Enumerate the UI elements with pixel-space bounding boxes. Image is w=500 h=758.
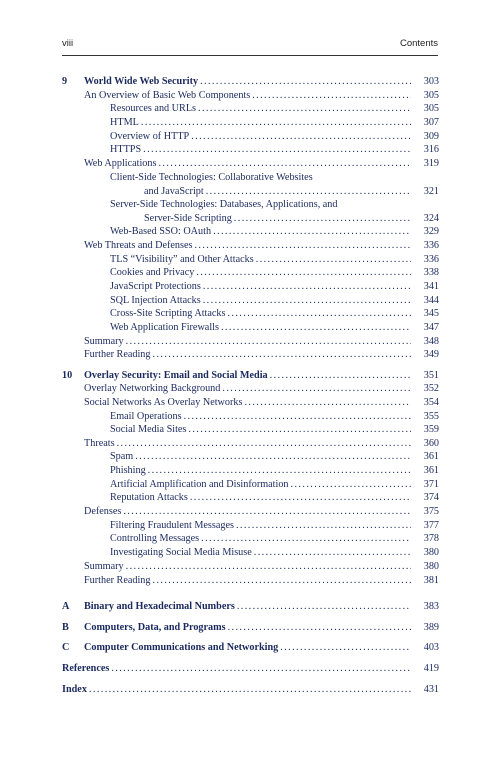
page-number: 360 [423, 438, 439, 449]
page-number: 431 [423, 684, 439, 695]
chapter-number: 10 [62, 370, 73, 381]
toc-section-entry[interactable] [62, 185, 439, 198]
toc-section-entry[interactable] [62, 410, 439, 423]
page-number: 338 [423, 267, 439, 278]
toc-chapter-entry[interactable] [62, 641, 439, 654]
toc-entry-title: Resources and URLs [110, 103, 197, 114]
dot-leader [191, 130, 411, 143]
dot-leader [184, 410, 411, 423]
dot-leader [203, 280, 411, 293]
toc-section-entry[interactable] [62, 505, 439, 518]
toc-entry-title: Summary [84, 336, 124, 347]
toc-entry-title: HTML [110, 117, 139, 128]
toc-section-entry[interactable] [62, 348, 439, 361]
dot-leader [111, 662, 411, 675]
chapter-number: C [62, 642, 70, 653]
toc-section-entry[interactable] [62, 212, 439, 225]
dot-leader [194, 239, 411, 252]
dot-leader [203, 294, 411, 307]
page-number: 374 [423, 492, 439, 503]
dot-leader [244, 396, 411, 409]
page-number: 381 [423, 575, 439, 586]
toc-entry-title: Social Networks As Overlay Networks [84, 397, 243, 408]
toc-section-entry[interactable] [62, 382, 439, 395]
toc-entry-title: Email Operations [110, 411, 182, 422]
toc-section-entry[interactable] [62, 450, 439, 463]
toc-entry-title: Overlay Networking Background [84, 383, 221, 394]
chapter-number: B [62, 622, 69, 633]
toc-section-entry[interactable] [62, 89, 439, 102]
toc-entry-title: Summary [84, 561, 124, 572]
toc-entry-title: Overview of HTTP [110, 131, 190, 142]
dot-leader [234, 212, 411, 225]
dot-leader [252, 89, 411, 102]
toc-section-entry[interactable] [62, 239, 439, 252]
toc-entry-title: Web Applications [84, 158, 157, 169]
page-number: 371 [423, 479, 439, 490]
toc-entry-title: Investigating Social Media Misuse [110, 547, 252, 558]
toc-section-entry[interactable] [62, 307, 439, 320]
page-number: 344 [423, 295, 439, 306]
toc-entry-title: Overlay Security: Email and Social Media [84, 370, 268, 381]
page-number: 336 [423, 240, 439, 251]
page-number: 377 [423, 520, 439, 531]
page-number: 352 [423, 383, 439, 394]
page-number: 305 [423, 103, 439, 114]
dot-leader [200, 75, 411, 88]
dot-leader [153, 574, 412, 587]
toc-entry-title: Filtering Fraudulent Messages [110, 520, 234, 531]
dot-leader [256, 253, 411, 266]
page-number: 389 [423, 622, 439, 633]
toc-entry-title: Binary and Hexadecimal Numbers [84, 601, 235, 612]
page-number: 321 [423, 186, 439, 197]
dot-leader [291, 478, 411, 491]
toc-entry-title: An Overview of Basic Web Components [84, 90, 251, 101]
dot-leader [148, 464, 411, 477]
page-number: 361 [423, 465, 439, 476]
page-number: 380 [423, 561, 439, 572]
toc-entry-title: Cross-Site Scripting Attacks [110, 308, 226, 319]
dot-leader [123, 505, 411, 518]
page-number: 419 [423, 663, 439, 674]
toc-entry-title: Threats [84, 438, 115, 449]
page-number: 324 [423, 213, 439, 224]
dot-leader [190, 491, 411, 504]
toc-entry-title: and JavaScript [144, 186, 204, 197]
page-number: 361 [423, 451, 439, 462]
dot-leader [201, 532, 411, 545]
page-number: 383 [423, 601, 439, 612]
dot-leader [222, 382, 411, 395]
toc-section-entry[interactable] [62, 102, 439, 115]
toc-section-entry[interactable] [62, 143, 439, 156]
dot-leader [228, 621, 411, 634]
toc-section-entry[interactable] [62, 266, 439, 279]
toc-entry-title: Index [62, 684, 87, 695]
toc-section-entry[interactable] [62, 560, 439, 573]
page-number: 347 [423, 322, 439, 333]
toc-section-entry[interactable] [62, 225, 439, 238]
page-number: 351 [423, 370, 439, 381]
page-number: 345 [423, 308, 439, 319]
toc-section-entry[interactable] [62, 574, 439, 587]
page-number: 303 [423, 76, 439, 87]
dot-leader [188, 423, 411, 436]
page-number: 319 [423, 158, 439, 169]
toc-section-entry[interactable] [62, 130, 439, 143]
toc-section-entry[interactable] [62, 546, 439, 559]
dot-leader [227, 307, 411, 320]
dot-leader [221, 321, 411, 334]
toc-entry-title: Further Reading [84, 575, 151, 586]
toc-section-entry[interactable] [62, 491, 439, 504]
page-number: 316 [423, 144, 439, 155]
dot-leader [206, 185, 411, 198]
dot-leader [135, 450, 411, 463]
page-number-label: viii [62, 38, 74, 49]
dot-leader [126, 560, 411, 573]
dot-leader [198, 102, 411, 115]
toc-chapter-entry[interactable] [62, 369, 439, 382]
dot-leader [141, 116, 411, 129]
page-number: 403 [423, 642, 439, 653]
chapter-number: 9 [62, 76, 68, 87]
toc-entry-title: World Wide Web Security [84, 76, 199, 87]
dot-leader [89, 683, 411, 696]
toc-section-entry[interactable] [62, 335, 439, 348]
toc-chapter-entry[interactable] [62, 600, 439, 613]
toc-section-entry[interactable] [62, 157, 439, 170]
dot-leader [236, 519, 411, 532]
toc-section-entry[interactable] [62, 280, 439, 293]
toc-section-entry[interactable] [62, 396, 439, 409]
toc-entry-title: Web-Based SSO: OAuth [110, 226, 212, 237]
toc-entry-title: Computer Communications and Networking [84, 642, 279, 653]
toc-entry-title: Computers, Data, and Programs [84, 622, 226, 633]
page-number: 380 [423, 547, 439, 558]
page-number: 341 [423, 281, 439, 292]
dot-leader [126, 335, 411, 348]
toc-entry-title: JavaScript Protections [110, 281, 201, 292]
page-number: 309 [423, 131, 439, 142]
page-number: 375 [423, 506, 439, 517]
toc-entry-title: Artificial Amplification and Disinformation [110, 479, 289, 490]
section-title: Contents [399, 38, 438, 49]
toc-section-entry[interactable] [62, 253, 439, 266]
toc-section-entry[interactable] [62, 437, 439, 450]
toc-entry-title: Reputation Attacks [110, 492, 188, 503]
toc-entry-title: HTTPS [110, 144, 142, 155]
toc-chapter-entry[interactable] [62, 683, 439, 696]
toc-section-entry[interactable] [62, 423, 439, 436]
toc-entry-title: Server-Side Scripting [144, 213, 232, 224]
toc-section-entry[interactable] [62, 116, 439, 129]
toc-entry-title: Web Application Firewalls [110, 322, 219, 333]
toc-chapter-entry[interactable] [62, 621, 439, 634]
toc-entry-title: Phishing [110, 465, 146, 476]
toc-section-entry[interactable] [62, 294, 439, 307]
page-number: 329 [423, 226, 439, 237]
chapter-number: A [62, 601, 70, 612]
toc-entry-title: TLS “Visibility” and Other Attacks [110, 254, 254, 265]
dot-leader [158, 157, 411, 170]
toc-entry-title: Spam [110, 451, 134, 462]
toc-entry-title-line1: Client-Side Technologies: Collaborative Websites [110, 172, 313, 183]
toc-entry-title-line1: Server-Side Technologies: Databases, Applications, and [110, 199, 338, 210]
dot-leader [117, 437, 411, 450]
dot-leader [213, 225, 411, 238]
toc-chapter-entry[interactable] [62, 662, 439, 675]
dot-leader [153, 348, 412, 361]
toc-entry-title: Further Reading [84, 349, 151, 360]
toc-section-entry[interactable] [62, 464, 439, 477]
toc-section-entry[interactable] [62, 519, 439, 532]
page-number: 336 [423, 254, 439, 265]
dot-leader [237, 600, 411, 613]
toc-section-entry[interactable] [62, 478, 439, 491]
page-number: 305 [423, 90, 439, 101]
toc-chapter-entry[interactable] [62, 75, 439, 88]
toc-section-entry[interactable] [62, 321, 439, 334]
page-number: 354 [423, 397, 439, 408]
toc-entry-title: Web Threats and Defenses [84, 240, 193, 251]
dot-leader [280, 641, 411, 654]
toc-section-entry[interactable] [62, 532, 439, 545]
toc-entry-title: Cookies and Privacy [110, 267, 195, 278]
dot-leader [143, 143, 411, 156]
page-number: 348 [423, 336, 439, 347]
dot-leader [196, 266, 411, 279]
dot-leader [254, 546, 411, 559]
dot-leader [270, 369, 411, 382]
toc-entry-title: SQL Injection Attacks [110, 295, 201, 306]
toc-entry-title: Social Media Sites [110, 424, 187, 435]
page-number: 359 [423, 424, 439, 435]
toc-entry-title: References [62, 663, 110, 674]
toc-entry-title: Defenses [84, 506, 122, 517]
page-number: 349 [423, 349, 439, 360]
page-number: 378 [423, 533, 439, 544]
page-number: 355 [423, 411, 439, 422]
toc-entry-title: Controlling Messages [110, 533, 200, 544]
page-number: 307 [423, 117, 439, 128]
